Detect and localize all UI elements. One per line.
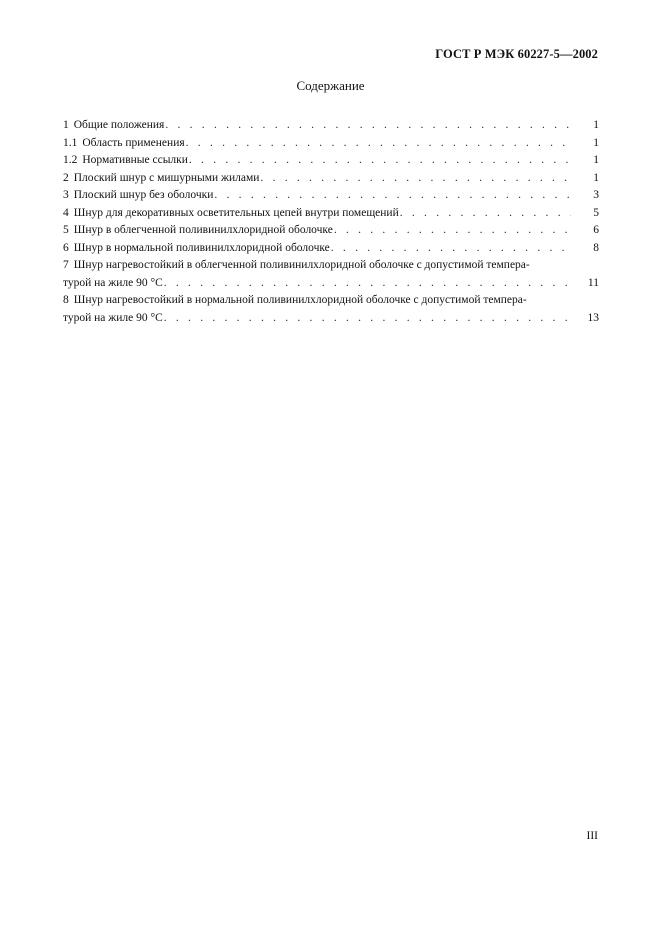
dot-leader [164, 310, 571, 328]
table-of-contents [63, 117, 599, 327]
dot-leader [260, 170, 571, 188]
toc-entry-number: 1 [63, 119, 69, 131]
toc-entry-label-line2: турой на жиле 90 °С [63, 311, 163, 324]
toc-entry-label-line1: Шнур нагревостойкий в облегченной поливинилхлоридной оболочке с допустимой темпера- [73, 259, 530, 271]
toc-entry-1[interactable] [63, 117, 599, 135]
toc-entry-1-1[interactable] [63, 135, 599, 153]
toc-entry-label: Шнур в нормальной поливинилхлоридной оболочке [73, 241, 330, 254]
toc-entry-label: Плоский шнур без оболочки [73, 189, 214, 201]
toc-entry-label-line1: Шнур нагревостойкий в нормальной поливинилхлоридной оболочке с допустимой темпера- [73, 294, 527, 306]
dot-leader [164, 275, 571, 293]
toc-entry-1-2[interactable] [63, 152, 599, 170]
toc-entry-4[interactable] [63, 205, 599, 223]
toc-entry-number: 3 [63, 189, 69, 201]
toc-entry-number: 8 [63, 294, 69, 306]
toc-entry-page: 13 [587, 311, 599, 324]
dot-leader [214, 187, 571, 205]
dot-leader [334, 222, 571, 240]
toc-entry-5[interactable] [63, 222, 599, 240]
toc-entry-number: 6 [63, 241, 69, 254]
toc-entry-page: 1 [593, 171, 599, 184]
toc-entry-label-line2: турой на жиле 90 °С [63, 276, 163, 289]
toc-entry-number: 5 [63, 224, 69, 236]
toc-entry-page: 6 [593, 224, 599, 236]
dot-leader [331, 240, 571, 258]
toc-entry-label: Шнур для декоративных осветительных цепей внутри помещений [73, 206, 399, 219]
toc-title: Содержание [296, 78, 365, 93]
toc-entry-number: 1.1 [63, 136, 78, 149]
toc-entry-label: Нормативные ссылки [82, 154, 188, 166]
toc-entry-number: 1.2 [63, 154, 78, 166]
toc-entry-label: Область применения [82, 136, 185, 149]
toc-entry-8[interactable] [63, 292, 599, 327]
toc-entry-page: 1 [593, 136, 599, 149]
toc-entry-label: Шнур в облегченной поливинилхлоридной оболочке [73, 224, 333, 236]
document-code-header: ГОСТ Р МЭК 60227-5—2002 [435, 47, 598, 61]
dot-leader [400, 205, 571, 223]
toc-entry-2[interactable] [63, 170, 599, 188]
toc-entry-number: 4 [63, 206, 69, 219]
page-number: III [586, 830, 598, 842]
dot-leader [186, 135, 571, 153]
toc-entry-label: Общие положения [73, 119, 165, 131]
toc-entry-page: 11 [587, 276, 599, 289]
toc-entry-7[interactable] [63, 257, 599, 292]
toc-entry-3[interactable] [63, 187, 599, 205]
toc-entry-page: 1 [593, 119, 599, 131]
toc-entry-number: 2 [63, 171, 69, 184]
toc-entry-page: 8 [593, 241, 599, 254]
toc-entry-page: 1 [593, 154, 599, 166]
toc-entry-number: 7 [63, 259, 69, 271]
toc-entry-6[interactable] [63, 240, 599, 258]
dot-leader [189, 152, 571, 170]
toc-entry-label: Плоский шнур с мишурными жилами [73, 171, 260, 184]
toc-entry-page: 3 [593, 189, 599, 201]
dot-leader [165, 117, 571, 135]
toc-entry-page: 5 [593, 206, 599, 219]
